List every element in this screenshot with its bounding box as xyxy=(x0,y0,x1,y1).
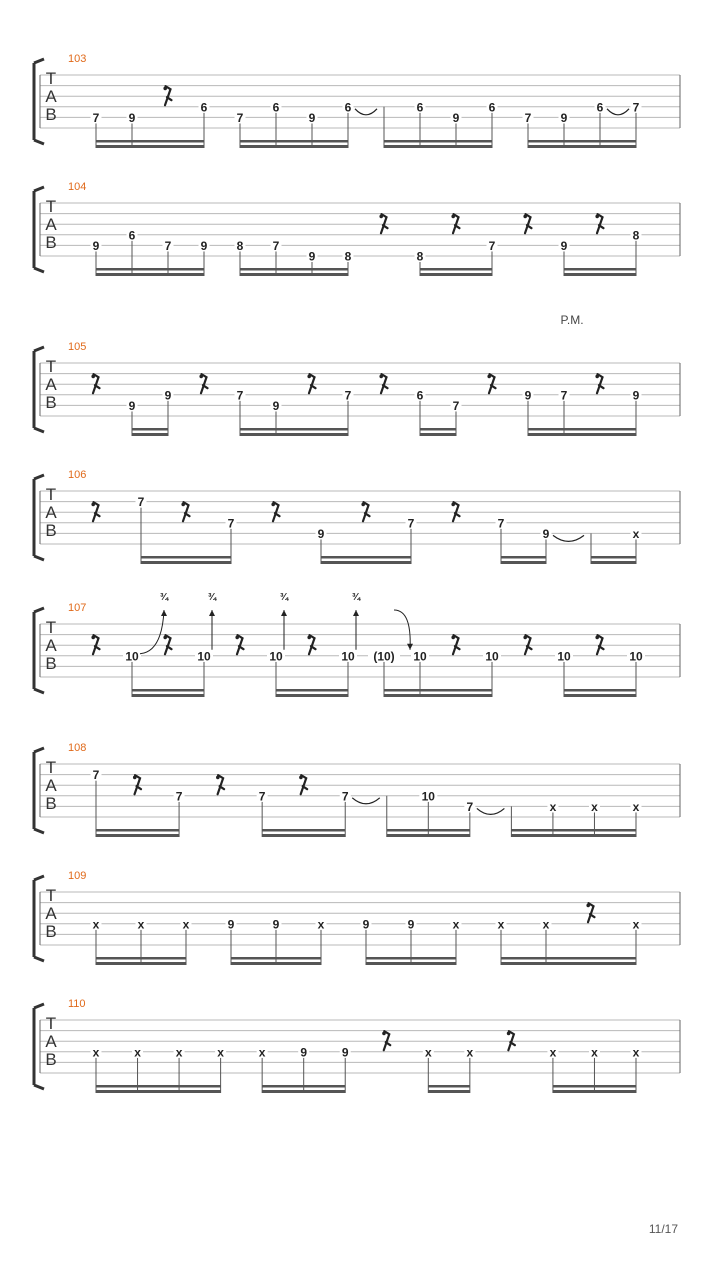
fret-number: 7 xyxy=(560,388,568,403)
dead-note: x xyxy=(217,1045,224,1060)
tab-clef-letter: T xyxy=(45,69,57,88)
beam xyxy=(231,957,321,960)
tab-clef-letter: T xyxy=(45,758,57,777)
beam xyxy=(591,561,636,564)
beam xyxy=(96,145,204,148)
beam xyxy=(132,689,204,692)
beam xyxy=(528,145,636,148)
rest-dot xyxy=(451,636,455,640)
beam xyxy=(96,273,204,276)
dead-note: x xyxy=(258,1045,266,1060)
fret-number: 9 xyxy=(164,388,172,403)
rest-dot xyxy=(181,503,185,507)
dead-note: x xyxy=(632,917,640,932)
fret-number: 9 xyxy=(128,398,136,413)
beam xyxy=(384,140,492,143)
bend-amount: ¾ xyxy=(351,592,361,603)
fret-number: 9 xyxy=(272,917,280,932)
beam xyxy=(141,556,231,559)
beam xyxy=(420,433,456,436)
fret-number: 7 xyxy=(272,238,280,253)
beam xyxy=(276,694,348,697)
beam xyxy=(231,962,321,965)
fret-number: 10 xyxy=(197,649,211,664)
beam xyxy=(564,694,636,697)
tab-clef-letter: A xyxy=(45,503,57,522)
rest-dot xyxy=(216,776,220,780)
fret-number: 9 xyxy=(200,238,208,253)
dead-note: x xyxy=(92,917,100,932)
fret-number: 7 xyxy=(236,110,244,125)
beam xyxy=(384,689,492,692)
fret-number: 7 xyxy=(524,110,532,125)
tie-slur xyxy=(355,109,377,115)
beam xyxy=(553,1090,636,1093)
rest-dot xyxy=(163,636,167,640)
tab-clef-letter: B xyxy=(45,922,57,941)
fret-number: 10 xyxy=(557,649,571,664)
rest-dot xyxy=(361,503,365,507)
rest-dot xyxy=(299,776,303,780)
fret-number: 9 xyxy=(300,1045,308,1060)
dead-note: x xyxy=(632,799,640,814)
fret-number: 7 xyxy=(164,238,172,253)
bend-arrowhead xyxy=(209,610,215,616)
beam xyxy=(132,694,204,697)
dead-note: x xyxy=(92,1045,100,1060)
system-bracket xyxy=(34,608,44,693)
beam xyxy=(366,957,456,960)
beam xyxy=(428,1085,470,1088)
beam xyxy=(96,268,204,271)
measure-number: 105 xyxy=(68,341,87,353)
beam xyxy=(384,145,492,148)
tab-clef-letter: T xyxy=(45,357,57,376)
rest-dot xyxy=(133,776,137,780)
tie-slur xyxy=(352,798,380,804)
tab-clef-letter: B xyxy=(45,654,57,673)
fret-number: 10 xyxy=(629,649,643,664)
dead-note: x xyxy=(452,917,460,932)
tab-clef-letter: B xyxy=(45,233,57,252)
page-number: 11/17 xyxy=(648,1222,678,1236)
beam xyxy=(528,428,636,431)
fret-number: (10) xyxy=(373,649,395,664)
system-bracket xyxy=(34,748,44,833)
bend-amount: ¾ xyxy=(207,592,217,603)
bend-amount: ¾ xyxy=(279,592,289,603)
fret-number: 8 xyxy=(236,238,244,253)
fret-number: 10 xyxy=(125,649,139,664)
fret-number: 7 xyxy=(341,789,349,804)
fret-number: 9 xyxy=(92,238,100,253)
beam xyxy=(132,433,168,436)
fret-number: 9 xyxy=(128,110,136,125)
rest-dot xyxy=(487,375,491,379)
tab-clef-letter: B xyxy=(45,794,57,813)
dead-note: x xyxy=(632,526,640,541)
fret-number: 9 xyxy=(452,110,460,125)
fret-number: 6 xyxy=(596,100,604,115)
dead-note: x xyxy=(137,917,145,932)
beam xyxy=(366,962,456,965)
rest-dot xyxy=(595,375,599,379)
beam xyxy=(96,834,179,837)
tab-system xyxy=(34,347,680,436)
rest-dot xyxy=(382,1032,386,1036)
dead-note: x xyxy=(549,1045,557,1060)
beam xyxy=(564,268,636,271)
fret-number: 10 xyxy=(269,649,283,664)
dead-note: x xyxy=(466,1045,474,1060)
fret-number: 7 xyxy=(236,388,244,403)
rest-dot xyxy=(379,215,383,219)
tie-slur xyxy=(553,535,584,541)
system-bracket xyxy=(34,475,44,560)
rest-dot xyxy=(307,636,311,640)
beam xyxy=(501,962,636,965)
fret-number: 7 xyxy=(344,388,352,403)
beam xyxy=(321,556,411,559)
system-bracket xyxy=(34,59,44,144)
dead-note: x xyxy=(317,917,325,932)
beam xyxy=(501,561,546,564)
beam xyxy=(262,834,345,837)
dead-note: x xyxy=(134,1045,141,1060)
rest-dot xyxy=(91,375,95,379)
measure-number: 108 xyxy=(68,742,87,754)
beam xyxy=(240,140,348,143)
rest-dot xyxy=(163,87,167,91)
fret-number: 7 xyxy=(137,495,145,510)
rest-dot xyxy=(451,215,455,219)
bend-amount: ¾ xyxy=(159,592,169,603)
tab-system xyxy=(34,1004,680,1093)
fret-number: 7 xyxy=(632,100,640,115)
tab-system xyxy=(34,876,680,965)
fret-number: 9 xyxy=(524,388,532,403)
fret-number: 8 xyxy=(344,249,352,264)
beam xyxy=(564,689,636,692)
beam xyxy=(96,957,186,960)
beam xyxy=(420,268,492,271)
beam xyxy=(96,962,186,965)
tab-clef-letter: A xyxy=(45,904,57,923)
measure-number: 104 xyxy=(68,181,87,193)
tie-slur xyxy=(477,808,505,814)
rest-dot xyxy=(271,503,275,507)
tab-clef-letter: A xyxy=(45,215,57,234)
rest-dot xyxy=(235,636,239,640)
tab-clef-letter: T xyxy=(45,886,57,905)
beam xyxy=(564,273,636,276)
beam xyxy=(96,829,179,832)
fret-number: 6 xyxy=(128,228,136,243)
fret-number: 7 xyxy=(407,516,415,531)
fret-number: 9 xyxy=(407,917,415,932)
rest-dot xyxy=(91,503,95,507)
tie-slur xyxy=(607,109,629,115)
beam xyxy=(240,145,348,148)
dead-note: x xyxy=(497,917,505,932)
dead-note: x xyxy=(182,917,190,932)
tab-clef-letter: T xyxy=(45,197,57,216)
rest-dot xyxy=(595,636,599,640)
system-bracket xyxy=(34,187,44,272)
tab-clef-letter: T xyxy=(45,485,57,504)
dead-note: x xyxy=(542,917,550,932)
tab-clef-letter: A xyxy=(45,636,57,655)
rest-dot xyxy=(91,636,95,640)
beam xyxy=(420,273,492,276)
tab-clef-letter: A xyxy=(45,1032,57,1051)
fret-number: 7 xyxy=(92,768,100,783)
fret-number: 9 xyxy=(227,917,235,932)
beam xyxy=(528,433,636,436)
rest-dot xyxy=(595,215,599,219)
fret-number: 6 xyxy=(416,100,424,115)
dead-note: x xyxy=(632,1045,640,1060)
beam xyxy=(501,556,546,559)
fret-number: 7 xyxy=(227,516,235,531)
fret-number: 9 xyxy=(341,1045,349,1060)
tab-clef-letter: B xyxy=(45,521,57,540)
fret-number: 10 xyxy=(341,649,355,664)
fret-number: 9 xyxy=(560,110,568,125)
beam xyxy=(428,1090,470,1093)
rest-dot xyxy=(586,904,590,908)
tab-clef-letter: T xyxy=(45,1014,57,1033)
fret-number: 6 xyxy=(344,100,352,115)
fret-number: 9 xyxy=(308,110,316,125)
fret-number: 10 xyxy=(413,649,427,664)
beam xyxy=(420,428,456,431)
rest-dot xyxy=(523,215,527,219)
bend-arrowhead xyxy=(281,610,287,616)
beam xyxy=(321,561,411,564)
beam xyxy=(132,428,168,431)
beam xyxy=(96,1090,221,1093)
tab-clef-letter: B xyxy=(45,1050,57,1069)
beam xyxy=(387,834,470,837)
fret-number: 7 xyxy=(452,398,460,413)
bend-arrowhead xyxy=(353,610,359,616)
fret-number: 10 xyxy=(485,649,499,664)
beam xyxy=(240,433,348,436)
dead-note: x xyxy=(591,799,598,814)
fret-number: 6 xyxy=(488,100,496,115)
measure-number: 109 xyxy=(68,870,87,882)
fret-number: 7 xyxy=(497,516,505,531)
fret-number: 7 xyxy=(258,789,266,804)
palm-mute-label: P.M. xyxy=(560,313,584,327)
beam xyxy=(96,1085,221,1088)
beam xyxy=(141,561,231,564)
fret-number: 7 xyxy=(175,789,183,804)
tab-clef-letter: A xyxy=(45,776,57,795)
fret-number: 9 xyxy=(308,249,316,264)
rest-dot xyxy=(451,503,455,507)
dead-note: x xyxy=(424,1045,432,1060)
beam xyxy=(240,428,348,431)
fret-number: 7 xyxy=(488,238,496,253)
tab-system xyxy=(34,748,680,837)
beam xyxy=(511,829,636,832)
measure-number: 110 xyxy=(68,998,86,1010)
tab-clef-letter: B xyxy=(45,393,57,412)
rest-dot xyxy=(523,636,527,640)
tab-system xyxy=(34,475,680,564)
fret-number: 7 xyxy=(92,110,100,125)
fret-number: 10 xyxy=(421,789,435,804)
fret-number: 6 xyxy=(416,388,424,403)
beam xyxy=(262,1090,345,1093)
system-bracket xyxy=(34,1004,44,1089)
beam xyxy=(96,140,204,143)
dead-note: x xyxy=(591,1045,598,1060)
fret-number: 7 xyxy=(466,799,474,814)
tab-system xyxy=(34,59,680,148)
beam xyxy=(591,556,636,559)
bend-arrowhead xyxy=(161,610,167,616)
fret-number: 9 xyxy=(317,526,325,541)
beam xyxy=(240,268,348,271)
fret-number: 9 xyxy=(542,526,550,541)
fret-number: 8 xyxy=(632,228,640,243)
measure-number: 106 xyxy=(68,469,87,481)
rest-dot xyxy=(199,375,203,379)
beam xyxy=(384,694,492,697)
beam xyxy=(262,829,345,832)
beam xyxy=(511,834,636,837)
measure-number: 107 xyxy=(68,602,87,614)
beam xyxy=(501,957,636,960)
dead-note: x xyxy=(175,1045,183,1060)
fret-number: 6 xyxy=(272,100,280,115)
tab-clef-letter: T xyxy=(45,618,57,637)
beam xyxy=(276,689,348,692)
bend-curve xyxy=(140,610,164,654)
system-bracket xyxy=(34,347,44,432)
tab-clef-letter: A xyxy=(45,375,57,394)
fret-number: 9 xyxy=(632,388,640,403)
beam xyxy=(387,829,470,832)
rest-dot xyxy=(507,1032,511,1036)
beam xyxy=(262,1085,345,1088)
tab-clef-letter: A xyxy=(45,87,57,106)
measure-number: 103 xyxy=(68,53,87,65)
beam xyxy=(553,1085,636,1088)
rest-dot xyxy=(307,375,311,379)
fret-number: 6 xyxy=(200,100,208,115)
fret-number: 8 xyxy=(416,249,424,264)
fret-number: 9 xyxy=(560,238,568,253)
fret-number: 9 xyxy=(362,917,370,932)
rest-dot xyxy=(379,375,383,379)
dead-note: x xyxy=(549,799,557,814)
system-bracket xyxy=(34,876,44,961)
beam xyxy=(240,273,348,276)
beam xyxy=(528,140,636,143)
tab-clef-letter: B xyxy=(45,105,57,124)
fret-number: 9 xyxy=(272,398,280,413)
